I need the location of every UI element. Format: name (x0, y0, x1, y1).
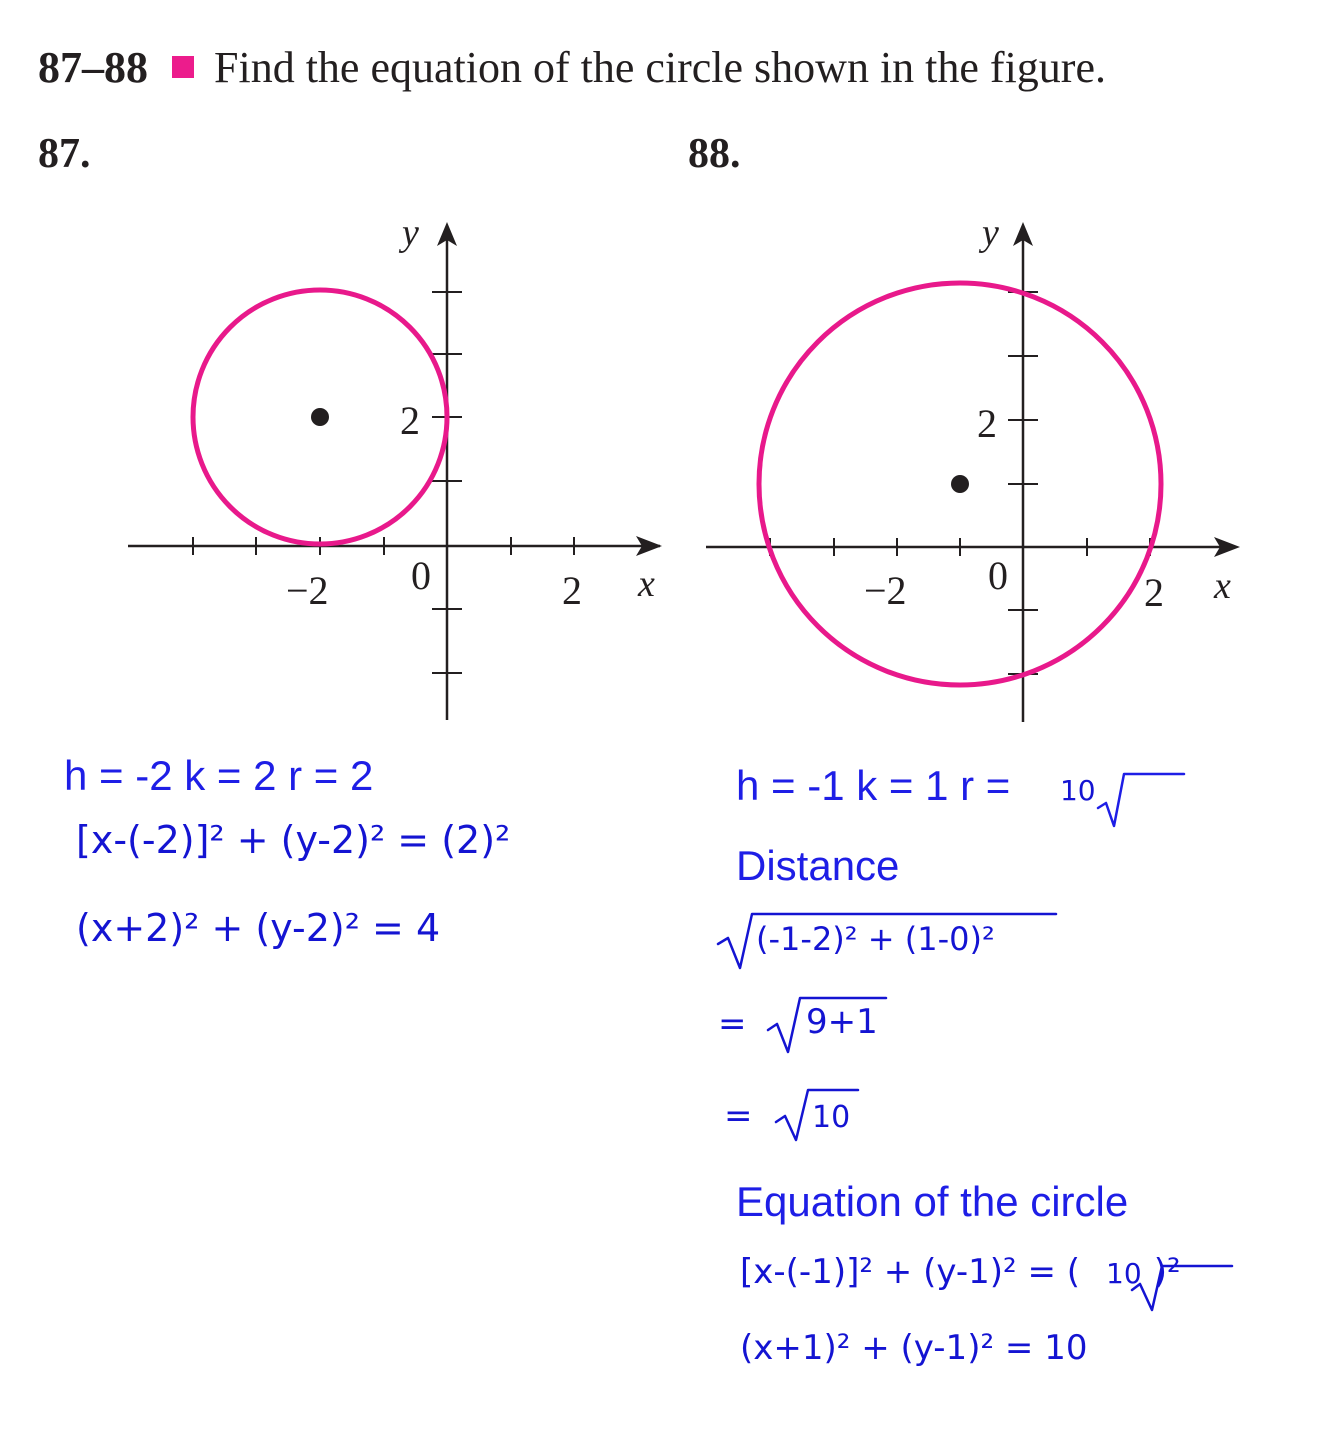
fig88-y-label: y (982, 212, 999, 254)
fig88-y-tick-2: 2 (977, 401, 997, 446)
fig87-y-label: y (402, 212, 419, 254)
p88-eq1-radicand: 10 (1106, 1257, 1142, 1290)
p88-given-prefix: h = -1 k = 1 r = (736, 762, 1011, 809)
p88-equation-line1 (740, 1252, 1181, 1292)
p87-equation-line1: [x-(-2)]² + (y-2)² = (2)² (76, 818, 511, 862)
fig87-y-tick-2: 2 (400, 398, 420, 443)
p88-distance-line3: 10 (812, 1100, 851, 1135)
p88-given-radius: 10 (1059, 774, 1096, 807)
p88-distance-label: Distance (736, 842, 900, 889)
figure-88 (706, 212, 1240, 722)
p88-eq1-right: )² (1153, 1252, 1181, 1292)
p88-equation-line2: (x+1)² + (y-1)² = 10 (740, 1328, 1088, 1368)
fig87-origin-label: 0 (411, 553, 431, 598)
fig87-x-tick-2: 2 (562, 568, 582, 613)
fig88-center-dot (951, 475, 969, 493)
fig88-x-label: x (1214, 565, 1231, 607)
problem-87-label: 87. (38, 131, 91, 177)
p87-given: h = -2 k = 2 r = 2 (64, 752, 374, 799)
p88-distance-line1: (-1-2)² + (1-0)² (756, 920, 995, 958)
fig87-x-label: x (638, 563, 655, 605)
fig88-x-tick-neg2: −2 (864, 568, 907, 613)
exercise-range: 87–88 (38, 43, 148, 92)
fig87-center-dot (311, 408, 329, 426)
fig88-x-tick-2: 2 (1144, 570, 1164, 615)
p88-given (736, 762, 1096, 810)
problem-88-label: 88. (688, 131, 741, 177)
p88-distance-line3-equals: = (724, 1096, 753, 1136)
fig88-origin-label: 0 (988, 553, 1008, 598)
p88-eq1-left: [x-(-1)]² + (y-1)² = ( (740, 1252, 1081, 1292)
figure-87 (128, 212, 662, 720)
sqrt-icon (1098, 774, 1184, 826)
p88-equation-label: Equation of the circle (736, 1178, 1129, 1225)
p87-equation-line2: (x+2)² + (y-2)² = 4 (76, 906, 441, 950)
fig87-x-tick-neg2: −2 (286, 568, 329, 613)
p88-distance-line2-equals: = (718, 1004, 747, 1044)
p88-distance-line2: 9+1 (806, 1002, 878, 1042)
exercise-instruction: Find the equation of the circle shown in the figure. (214, 43, 1106, 92)
